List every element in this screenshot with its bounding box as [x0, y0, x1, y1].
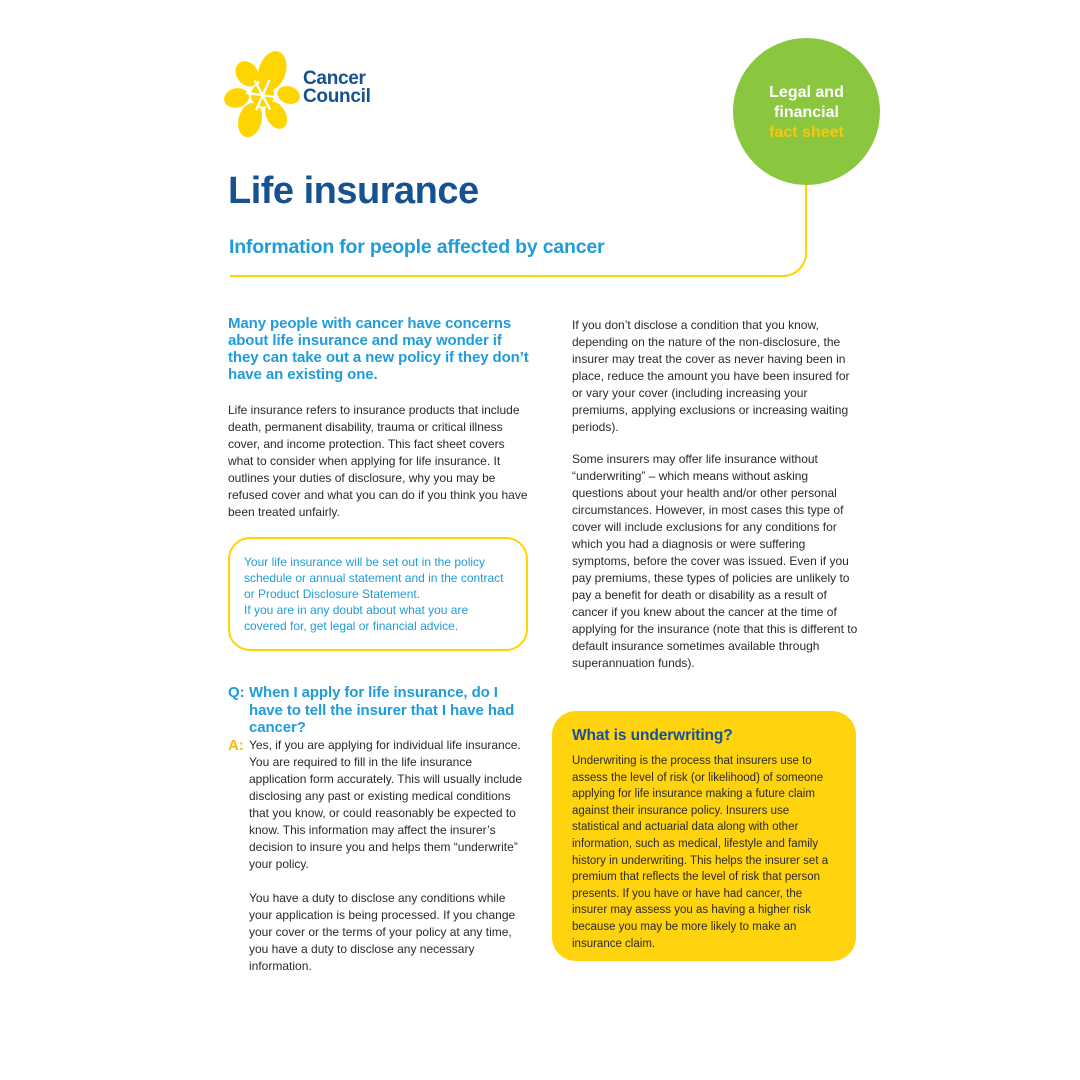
- underwriting-box-title: What is underwriting?: [572, 727, 733, 744]
- answer-paragraph-1: Yes, if you are applying for individual life insurance. You are required to fill in the life insurance application form accurately. This will usually include disclosing any past or existing medical conditions that you know, or could reasonably be expected to know. This information may affect the insurer’s decision to insure you and helps them “underwrite” your policy.: [249, 737, 523, 871]
- factsheet-badge: [733, 38, 880, 185]
- left-column: [228, 315, 531, 975]
- page-title: Life insurance: [228, 170, 479, 212]
- logo-wordmark-line1: Cancer: [303, 68, 366, 89]
- intro-paragraph: Life insurance refers to insurance products that include death, permanent disability, trauma or critical illness cover, and income protection. This fact sheet covers what to consider when applying for life insurance. It outlines your duties of disclosure, why you may be refused cover and what you can do if you think you have been treated unfairly.: [228, 403, 528, 519]
- right-column: [572, 315, 858, 672]
- daffodil-logo-icon: [224, 48, 306, 143]
- badge-text-line1: Legal and: [769, 83, 844, 101]
- intro-lead: Many people with cancer have concerns about life insurance and may wonder if they can take out a new policy if they don’t have an existing one.: [228, 315, 529, 383]
- answer-paragraph-2: You have a duty to disclose any conditions while your application is being processed. If you change your cover or the terms of your policy at any time, you have a duty to disclose any necessary information.: [249, 890, 516, 973]
- underwriting-box-body: Underwriting is the process that insurers use to assess the level of risk (or likelihood) of someone applying for life insurance making a future claim against their insurance policy. Insurers use statistical and actuarial data along with other information, such as medical, lifestyle and family history in underwriting. This helps the insurer set a premium that reflects the level of risk that person presents. If you have or have had cancer, the insurer may assess you as having a higher risk because you may be more likely to make an insurance claim.: [572, 755, 829, 950]
- page-subtitle: Information for people affected by cancer: [229, 236, 605, 258]
- policy-callout-text-1: Your life insurance will be set out in the policy schedule or annual statement and in the contract or Product Disclosure Statement.: [244, 555, 504, 601]
- body-paragraph-disclosure: If you don’t disclose a condition that you know, depending on the nature of the non-disclosure, the insurer may treat the cover as never having been in place, reduce the amount you have been insured for or vary your cover (including increasing your premiums, applying exclusions or increasing waiting periods).: [572, 318, 850, 434]
- qa-section: [228, 684, 531, 975]
- answer-row: [228, 737, 531, 975]
- question-label: Q:: [228, 684, 245, 701]
- badge-text-line2: financial: [774, 103, 839, 121]
- question-text: When I apply for life insurance, do I have to tell the insurer that I have had cancer?: [249, 684, 515, 736]
- underwriting-box: [552, 711, 856, 961]
- answer-text: [249, 737, 531, 975]
- badge-text-line3: fact sheet: [769, 123, 844, 141]
- policy-callout-text-2: If you are in any doubt about what you are covered for, get legal or financial advice.: [244, 603, 469, 633]
- logo-wordmark: [303, 70, 371, 106]
- logo-wordmark-line2: Council: [303, 86, 371, 107]
- answer-label: A:: [228, 736, 244, 754]
- body-paragraph-no-underwriting: Some insurers may offer life insurance without “underwriting” – which means without asking questions about your health and/or other personal circumstances. However, in most cases this type of cover will include exclusions for any conditions for which you had a diagnosis or were suffering symptoms, before the cover was issued. Even if you pay premiums, these types of policies are unlikely to pay a benefit for death or disability as a result of cancer if you knew about the cancer at the time of applying for the insurance (note that this is different to default insurance sometimes available through superannuation funds).: [572, 452, 858, 670]
- policy-callout: [228, 537, 528, 651]
- connector-line: [230, 182, 807, 277]
- question-row: [228, 684, 531, 737]
